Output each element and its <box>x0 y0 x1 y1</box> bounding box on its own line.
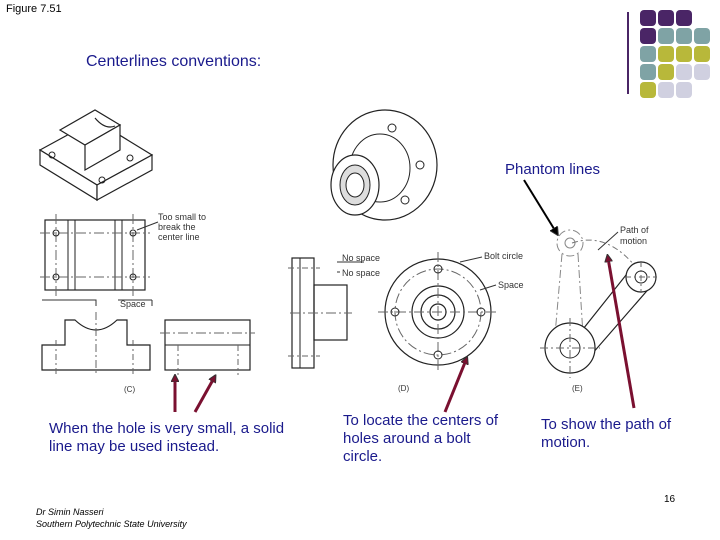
drawing-e-linkage <box>540 230 657 378</box>
arrow-d <box>445 360 466 412</box>
drawing-d-front-view-bolt-circle <box>378 252 498 372</box>
label-no-space-2: No space <box>342 268 381 278</box>
label-no-space-1: No space <box>342 253 381 263</box>
label-bolt-circle: Bolt circle <box>484 251 524 261</box>
label-path-of-motion-1: Path of <box>620 225 649 235</box>
label-space-d: Space <box>498 280 524 290</box>
footer-institution: Southern Polytechnic State University <box>36 519 187 529</box>
phantom-lines-label: Phantom lines <box>505 161 601 178</box>
page-number: 16 <box>664 494 676 505</box>
label-too-small-2: break the <box>158 222 196 232</box>
caption-d: To locate the centers of holes around a bolt circle. <box>343 412 499 465</box>
caption-c: When the hole is very small, a solid line may be used instead. <box>49 420 285 455</box>
arrow-phantom <box>524 180 556 232</box>
label-too-small-1: Too small to <box>158 212 207 222</box>
label-c: (C) <box>124 385 136 394</box>
footer-author: Dr Simin Nasseri <box>36 507 104 517</box>
label-too-small-3: center line <box>158 232 200 242</box>
slide-heading: Centerlines conventions: <box>86 53 262 70</box>
drawing-c-front-views <box>42 300 255 375</box>
caption-e: To show the path of motion. <box>541 416 672 451</box>
drawing-c-isometric-block <box>40 110 152 200</box>
label-e: (E) <box>572 384 583 393</box>
arrow-c-right <box>195 378 214 412</box>
drawing-c-top-view <box>40 214 158 296</box>
drawing-d-isometric-flange <box>331 110 437 220</box>
label-space-c: Space <box>120 299 146 309</box>
label-path-of-motion-2: motion <box>620 236 648 246</box>
label-d: (D) <box>398 384 410 393</box>
figure-label: Figure 7.51 <box>6 3 62 15</box>
